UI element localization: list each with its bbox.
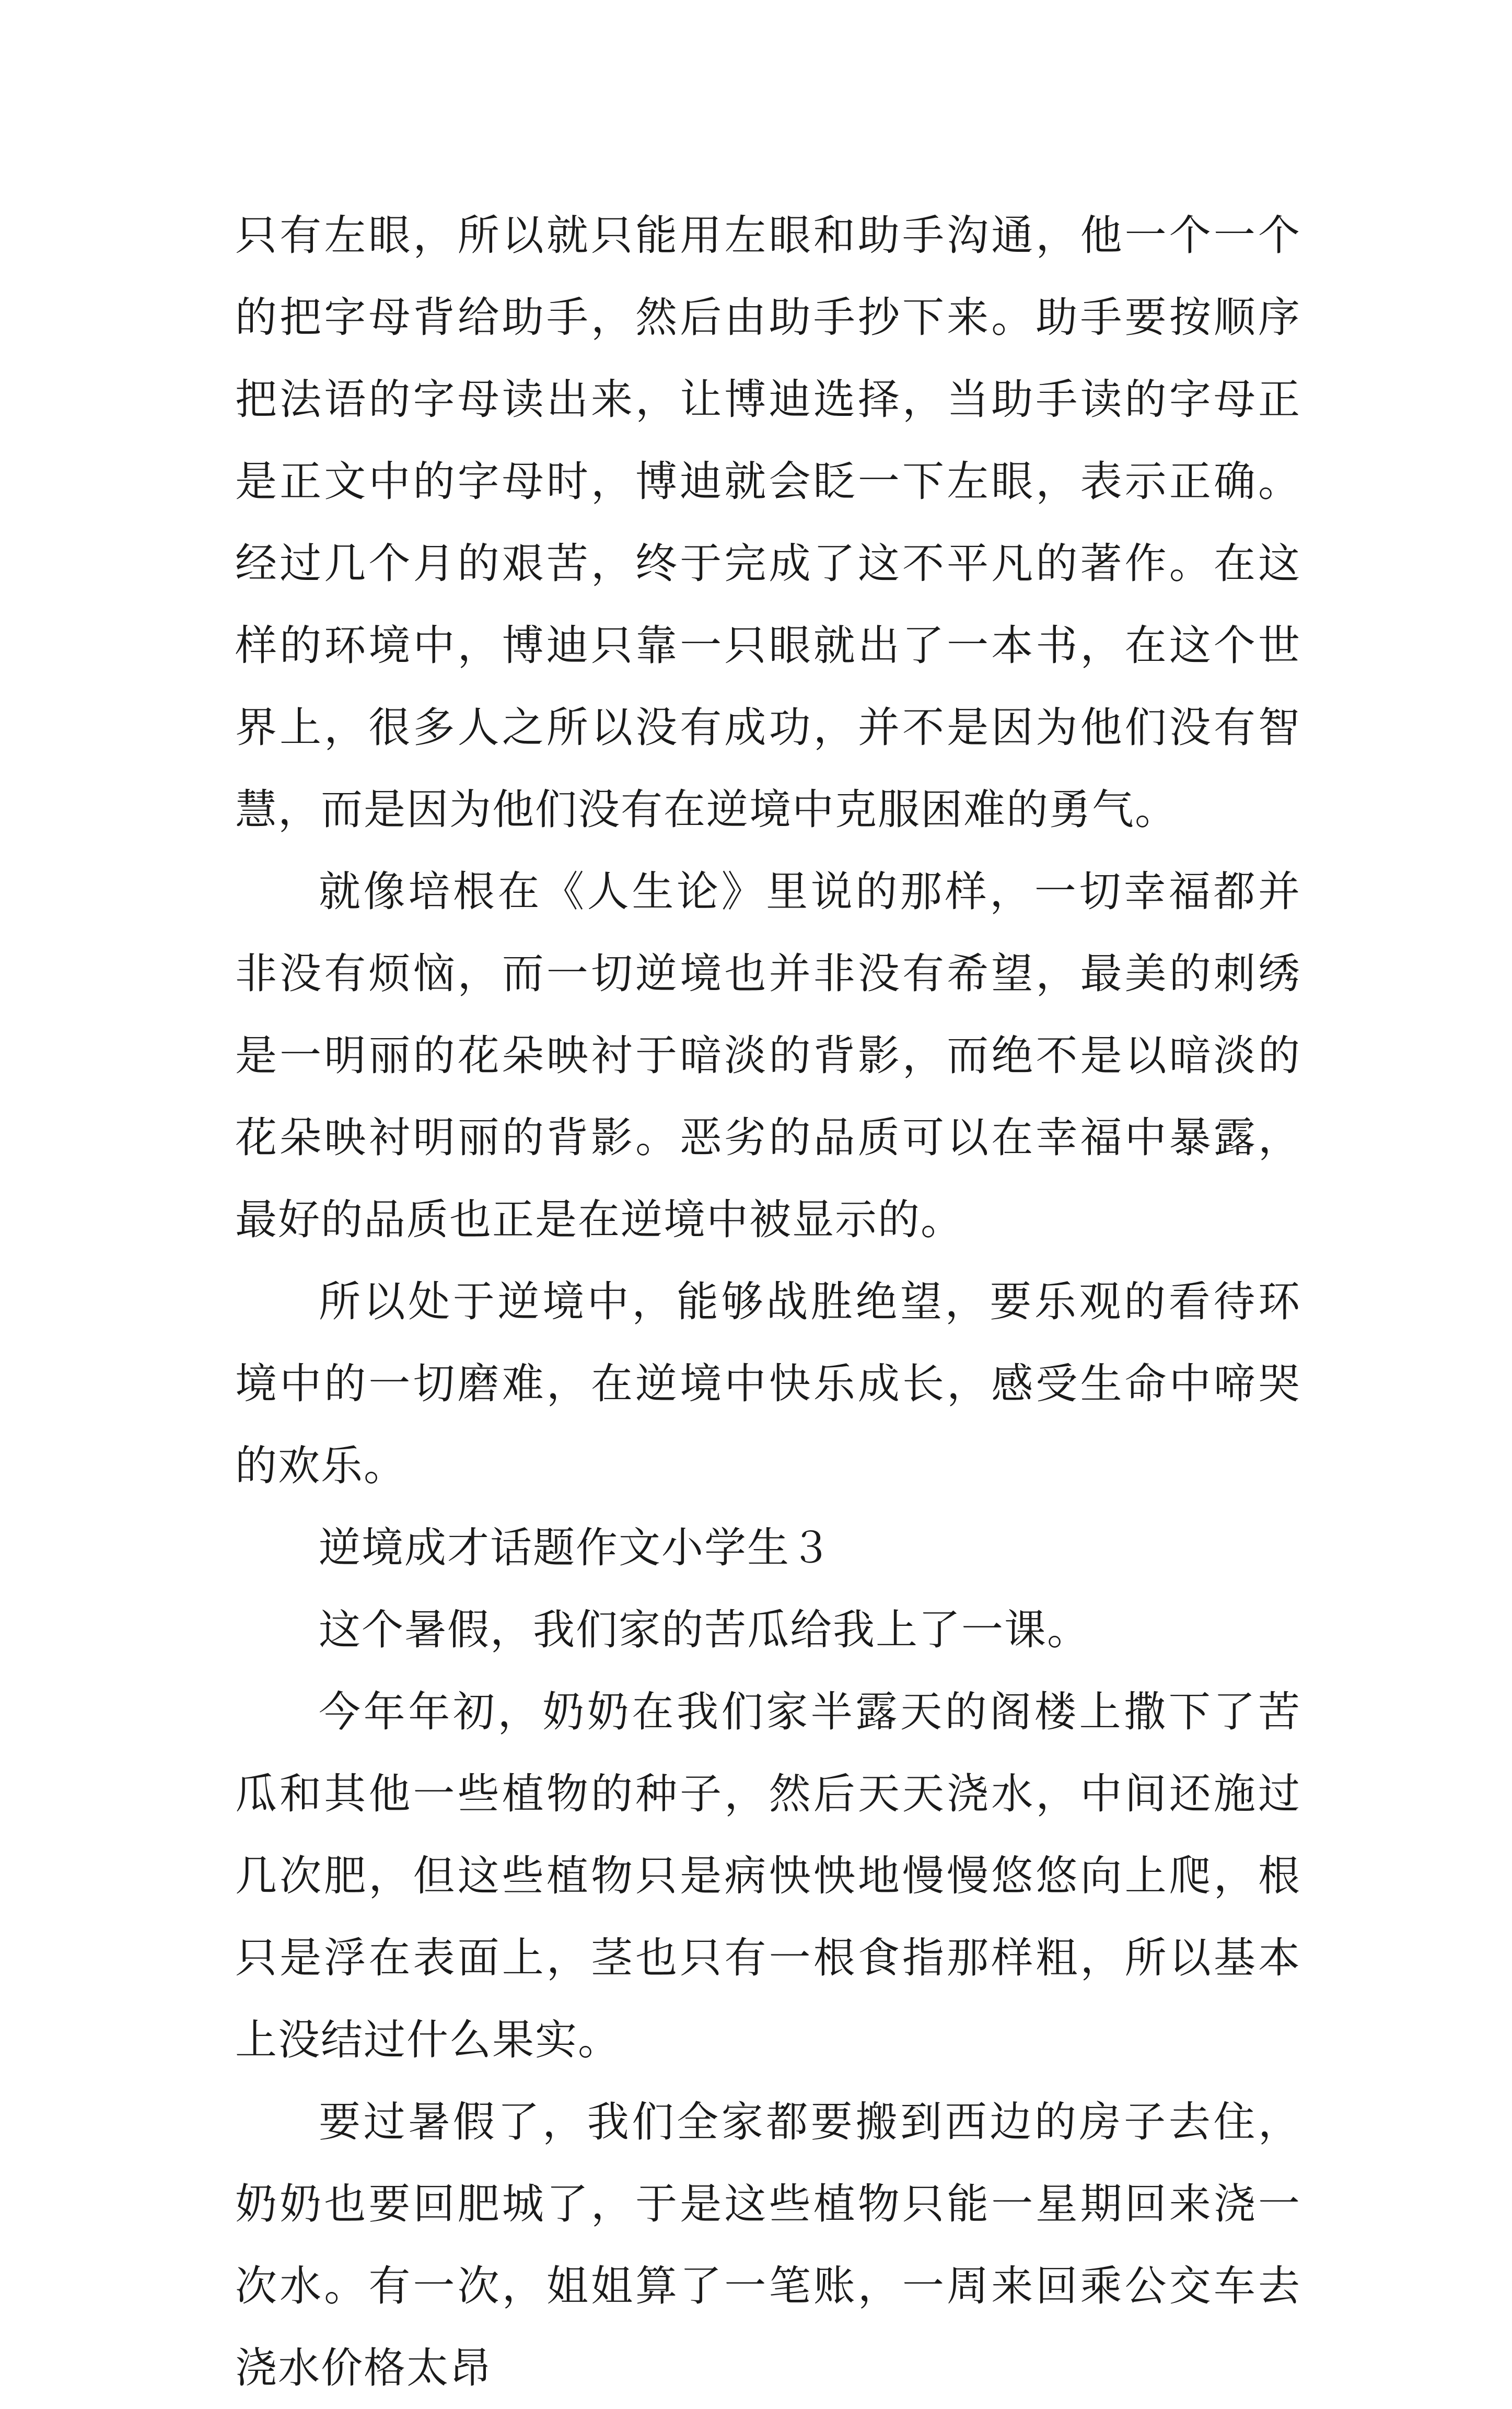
paragraph: 要过暑假了，我们全家都要搬到西边的房子去住，奶奶也要回肥城了，于是这些植物只能一星期回来浇一次水。有一次，姐姐算了一笔账，一周来回乘公交车去浇水价格太昂 [235,2098,1301,2392]
paragraph: 这个暑假，我们家的苦瓜给我上了一课。 [319,1605,1090,1654]
paragraph: 只有左眼，所以就只能用左眼和助手沟通，他一个一个的把字母背给助手，然后由助手抄下来。助手要按顺序把法语的字母读出来，让博迪选择，当助手读的字母正是正文中的字母时，博迪就会眨一下左眼，表示正确。经过几个月的艰苦，终于完成了这不平凡的著作。在这样的环境中，博迪只靠一只眼就出了一本书，在这个世界上，很多人之所以没有成功，并不是因为他们没有智慧，而是因为他们没有在逆境中克服困难的勇气。 [235,211,1301,834]
paragraph: 今年年初，奶奶在我们家半露天的阁楼上撒下了苦瓜和其他一些植物的种子，然后天天浇水，中间还施过几次肥，但这些植物只是病怏怏地慢慢悠悠向上爬，根只是浮在表面上，茎也只有一根食指那样粗，所以基本上没结过什么果实。 [235,1688,1301,2064]
section-heading: 逆境成才话题作文小学生３ [319,1523,833,1572]
document-body [235,194,1301,2409]
paragraph: 就像培根在《人生论》里说的那样，一切幸福都并非没有烦恼，而一切逆境也并非没有希望，最美的刺绣是一明丽的花朵映衬于暗淡的背影，而绝不是以暗淡的花朵映衬明丽的背影。恶劣的品质可以在幸福中暴露，最好的品质也正是在逆境中被显示的。 [235,867,1301,1244]
paragraph: 所以处于逆境中，能够战胜绝望，要乐观的看待环境中的一切磨难，在逆境中快乐成长，感受生命中啼哭的欢乐。 [235,1277,1301,1490]
